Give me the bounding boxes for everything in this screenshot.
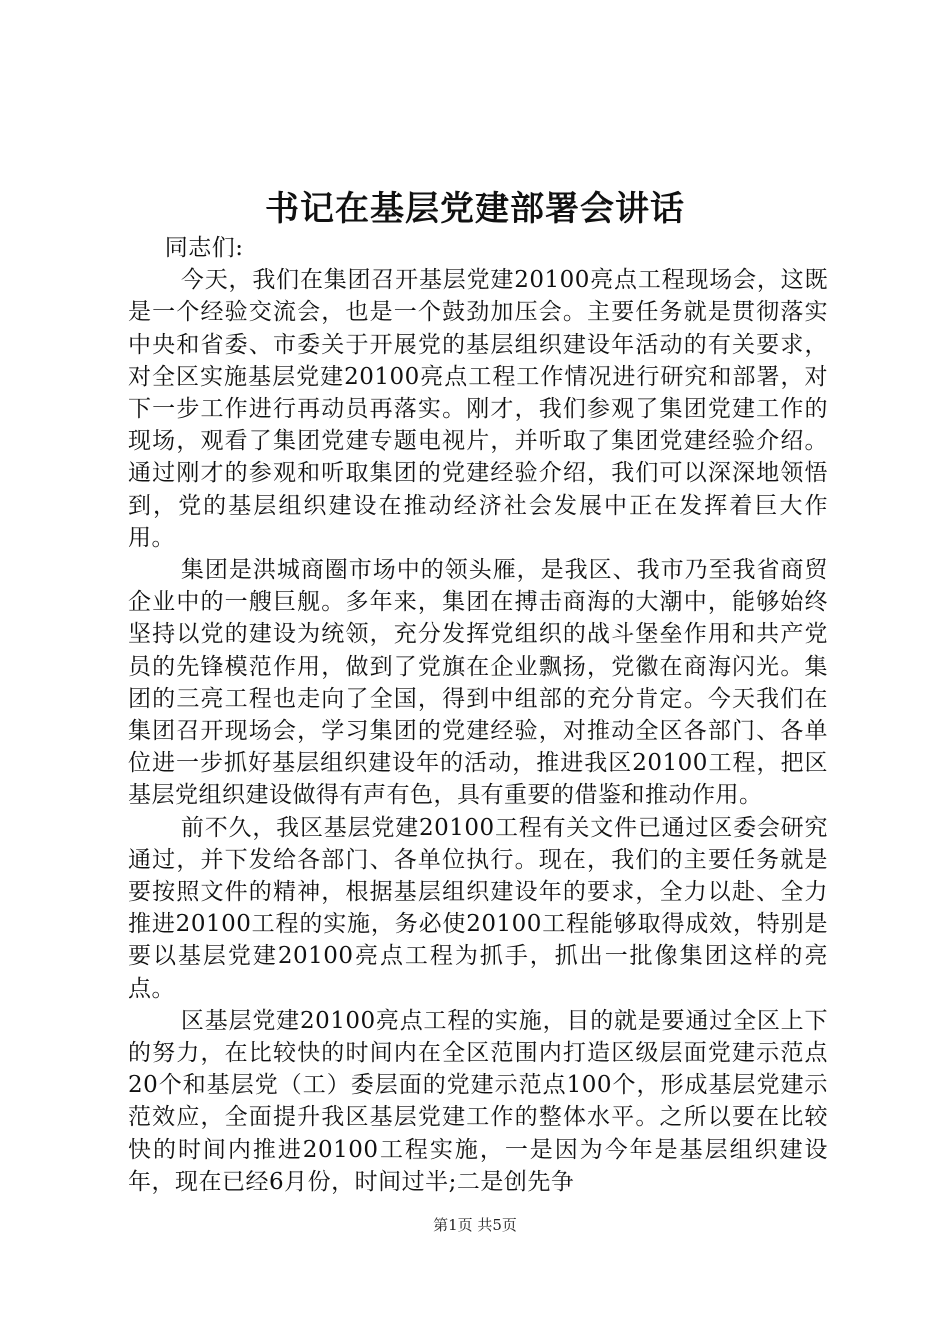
document-title: 书记在基层党建部署会讲话 bbox=[265, 189, 685, 229]
paragraph-2: 集团是洪城商圈市场中的领头雁，是我区、我市乃至我省商贸企业中的一艘巨舰。多年来，集团在搏击商海的大潮中，能够始终坚持以党的建设为统领，充分发挥党组织的战斗堡垒作用和共产党员的先锋模范作用，做到了党旗在企业飘扬，党徽在商海闪光。集团的三亮工程也走向了全国，得到中组部的充分肯定。今天我们在集团召开现场会，学习集团的党建经验，对推动全区各部门、各单位进一步抓好基层组织建设年的活动，推进我区20100工程，把区基层党组织建设做得有声有色，具有重要的借鉴和推动作用。 bbox=[128, 557, 828, 809]
salutation: 同志们: bbox=[164, 235, 244, 261]
paragraph-4: 区基层党建20100亮点工程的实施，目的就是要通过全区上下的努力，在比较快的时间内在全区范围内打造区级层面党建示范点20个和基层党（工）委层面的党建示范点100个，形成基层党建示范效应，全面提升我区基层党建工作的整体水平。之所以要在比较快的时间内推进20100工程实施，一是因为今年是基层组织建设年，现在已经6月份，时间过半;二是创先争 bbox=[128, 1007, 828, 1195]
paragraph-1: 今天，我们在集团召开基层党建20100亮点工程现场会，这既是一个经验交流会，也是一个鼓劲加压会。主要任务就是贯彻落实中央和省委、市委关于开展党的基层组织建设年活动的有关要求，对全区实施基层党建20100亮点工程工作情况进行研究和部署，对下一步工作进行再动员再落实。刚才，我们参观了集团党建工作的现场，观看了集团党建专题电视片，并听取了集团党建经验介绍。通过刚才的参观和听取集团的党建经验介绍，我们可以深深地领悟到，党的基层组织建设在推动经济社会发展中正在发挥着巨大作用。 bbox=[128, 267, 828, 551]
paragraph-3: 前不久，我区基层党建20100工程有关文件已通过区委会研究通过，并下发给各部门、各单位执行。现在，我们的主要任务就是要按照文件的精神，根据基层组织建设年的要求，全力以赴、全力推进20100工程的实施，务必使20100工程能够取得成效，特别是要以基层党建20100亮点工程为抓手，抓出一批像集团这样的亮点。 bbox=[128, 814, 828, 1002]
document-body bbox=[128, 232, 828, 1198]
page-footer: 第1页 共5页 bbox=[433, 1216, 517, 1234]
